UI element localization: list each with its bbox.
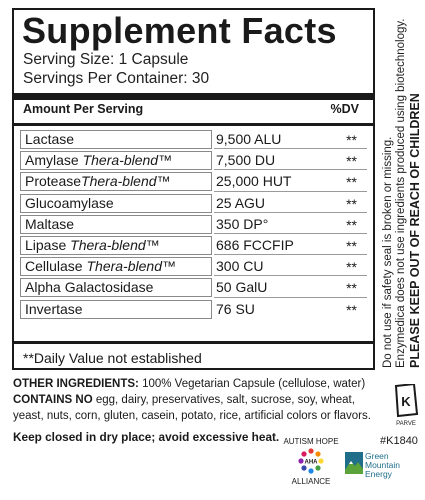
ingredient-amount: 25,000 HUT [216, 173, 292, 190]
nutrient-rows [14, 128, 373, 319]
other-ingredients: OTHER INGREDIENTS: 100% Vegetarian Capsule (cellulose, water) [13, 378, 366, 390]
contains-no: CONTAINS NO egg, dairy, preservatives, salt, sucrose, soy, wheat, yeast, nuts, corn, gluten, casein, potato, rice, artificial colors or flavors. [13, 394, 371, 422]
ingredient-dv: ** [346, 132, 357, 148]
panel-title: Supplement Facts [22, 10, 337, 51]
footer-divider [14, 341, 373, 344]
ingredient-dv: ** [346, 195, 357, 212]
svg-text:K: K [401, 394, 411, 409]
ingredient-dv: ** [346, 237, 357, 254]
ingredient-amount: 50 GalU [216, 279, 268, 296]
green-mountain-line3: Energy [365, 469, 392, 479]
ingredient-amount: 25 AGU [216, 194, 266, 211]
table-row [14, 234, 373, 255]
ingredient-name: Invertase [20, 300, 212, 319]
table-row [14, 213, 373, 234]
table-row [14, 170, 373, 191]
daily-value-footnote: **Daily Value not established [23, 350, 202, 366]
ingredient-amount: 7,500 DU [216, 152, 276, 169]
table-row [14, 255, 373, 276]
biotechnology-statement: Enzymedica does not use ingredients produced using biotechnology. [395, 18, 407, 368]
ingredient-dv: ** [346, 174, 357, 191]
ingredient-name: Lactase [20, 130, 212, 149]
amount-per-serving-header: Amount Per Serving [23, 102, 144, 116]
ingredients-block [13, 376, 373, 424]
table-row [14, 128, 373, 149]
children-warning: PLEASE KEEP OUT OF REACH OF CHILDREN [408, 93, 422, 368]
ingredient-name: ProteaseThera-blend™ [20, 172, 212, 191]
safety-seal-warning: Do not use if safety seal is broken or missing. [382, 136, 394, 368]
thick-divider [14, 93, 373, 100]
supplement-facts-panel [12, 8, 375, 370]
table-row [14, 298, 373, 319]
green-mountain-line1: Green [365, 451, 389, 461]
ingredient-dv: ** [346, 153, 357, 170]
ingredient-amount: 300 CU [216, 258, 264, 275]
green-mountain-energy-logo [345, 452, 423, 478]
green-mountain-energy-icon [345, 452, 363, 474]
ingredient-name: Cellulase Thera-blend™ [20, 257, 212, 276]
kosher-certification-icon [392, 384, 420, 428]
ingredient-dv: ** [346, 280, 357, 297]
ingredient-amount: 350 DP° [216, 215, 269, 232]
autism-hope-alliance-logo [281, 437, 341, 486]
ingredient-name: Lipase Thera-blend™ [20, 236, 212, 255]
table-row [14, 192, 373, 213]
servings-per-container: Servings Per Container: 30 [23, 70, 210, 87]
header-divider [14, 123, 373, 126]
kosher-code: #K1840 [380, 435, 418, 447]
ingredient-amount: 76 SU [216, 300, 255, 317]
ingredient-name: Maltase [20, 215, 212, 234]
autism-hope-icon [297, 447, 325, 475]
green-mountain-line2: Mountain [365, 460, 400, 470]
ingredient-name: Glucoamylase [20, 194, 212, 213]
table-row [14, 149, 373, 170]
autism-hope-label: AUTISM HOPE [283, 437, 339, 446]
ingredient-name: Alpha Galactosidase [20, 278, 212, 297]
svg-text:PARVE: PARVE [396, 421, 416, 427]
svg-text:AHA: AHA [304, 459, 318, 466]
ingredient-amount: 686 FCCFIP [216, 236, 294, 253]
dv-header: %DV [330, 102, 359, 116]
alliance-label: ALLIANCE [291, 477, 331, 486]
ingredient-dv: ** [346, 216, 357, 233]
side-warning-panel [382, 8, 422, 368]
ingredient-name: Amylase Thera-blend™ [20, 151, 212, 170]
serving-size: Serving Size: 1 Capsule [23, 51, 189, 68]
ingredient-dv: ** [346, 301, 357, 318]
ingredient-amount: 9,500 ALU [216, 131, 282, 147]
ingredient-dv: ** [346, 259, 357, 276]
storage-instructions: Keep closed in dry place; avoid excessive heat. [13, 430, 280, 444]
table-row [14, 276, 373, 297]
